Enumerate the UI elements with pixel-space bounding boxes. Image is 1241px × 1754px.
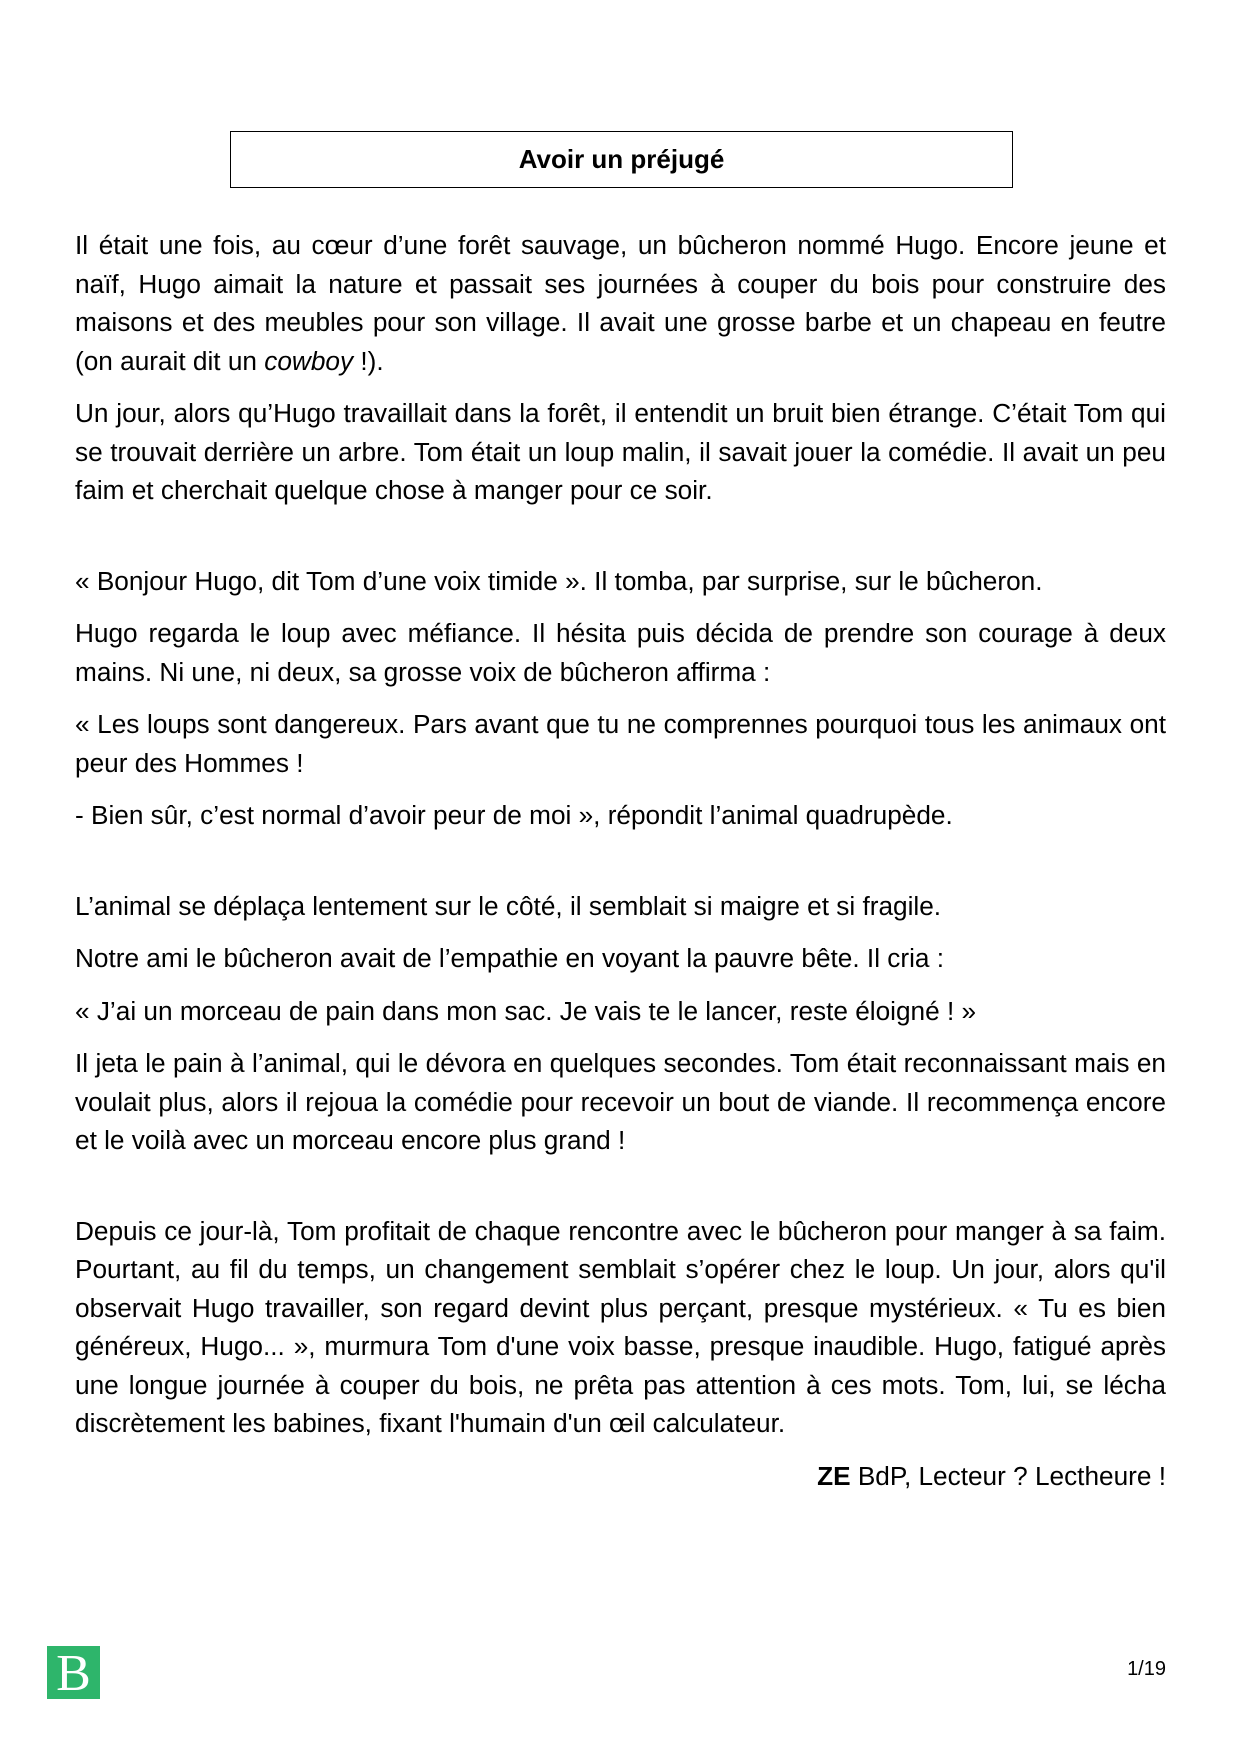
paragraph-3: « Bonjour Hugo, dit Tom d’une voix timide ». Il tomba, par surprise, sur le bûcheron.	[75, 565, 1043, 596]
paragraph-2: Un jour, alors qu’Hugo travaillait dans la forêt, il entendit un bruit bien étrange. C’était Tom qui se trouvait derrière un arbre. Tom était un loup malin, il savait jouer la comédie. Il avait un peu faim et cherchait quelque chose à manger pour ce soir.	[75, 398, 1166, 505]
paragraph-7: L’animal se déplaça lentement sur le côté, il semblait si maigre et si fragile.	[75, 890, 942, 921]
paragraph-10: Il jeta le pain à l’animal, qui le dévora en quelques secondes. Tom était reconnaissant mais en voulait plus, alors il rejoua la comédie pour recevoir un bout de viande. Il recommença encore et le voilà avec un morceau encore plus grand !	[75, 1048, 1166, 1155]
paragraph-8: Notre ami le bûcheron avait de l’empathie en voyant la pauvre bête. Il cria :	[75, 943, 945, 973]
page-title: Avoir un préjugé	[518, 144, 725, 174]
paragraph-1: Il était une fois, au cœur d’une forêt sauvage, un bûcheron nommé Hugo. Encore jeune et naïf, Hugo aimait la nature et passait ses journées à couper du bois pour construire des maisons et des meubles pour son village. Il avait une grosse barbe et un chapeau en feutre (on aurait dit un cowboy !).	[75, 230, 1166, 376]
signature: ZE BdP, Lecteur ? Lectheure !	[817, 1460, 1166, 1491]
paragraph-5: « Les loups sont dangereux. Pars avant que tu ne comprennes pourquoi tous les animaux ont peur des Hommes !	[75, 709, 1166, 778]
paragraph-4: Hugo regarda le loup avec méfiance. Il hésita puis décida de prendre son courage à deux mains. Ni une, ni deux, sa grosse voix de bûcheron affirma :	[75, 618, 1166, 687]
title-box	[230, 131, 1013, 188]
story-body	[75, 226, 1166, 1495]
paragraph-6: - Bien sûr, c’est normal d’avoir peur de moi », répondit l’animal quadrupède.	[75, 800, 953, 830]
bdp-logo	[47, 1644, 100, 1702]
page-number: 1/19	[1127, 1658, 1166, 1680]
paragraph-9: « J’ai un morceau de pain dans mon sac. Je vais te le lancer, reste éloigné ! »	[75, 995, 977, 1026]
paragraph-11: Depuis ce jour-là, Tom profitait de chaque rencontre avec le bûcheron pour manger à sa faim. Pourtant, au fil du temps, un changement semblait s’opérer chez le loup. Un jour, alors qu'il observait Hugo travailler, son regard devint plus perçant, presque mystérieux. « Tu es bien généreux, Hugo... », murmura Tom d'une voix basse, presque inaudible. Hugo, fatigué après une longue journée à couper du bois, ne prêta pas attention à ces mots. Tom, lui, se lécha discrètement les babines, fixant l'humain d'un œil calculateur.	[75, 1215, 1166, 1438]
logo-letter: B	[56, 1644, 91, 1702]
